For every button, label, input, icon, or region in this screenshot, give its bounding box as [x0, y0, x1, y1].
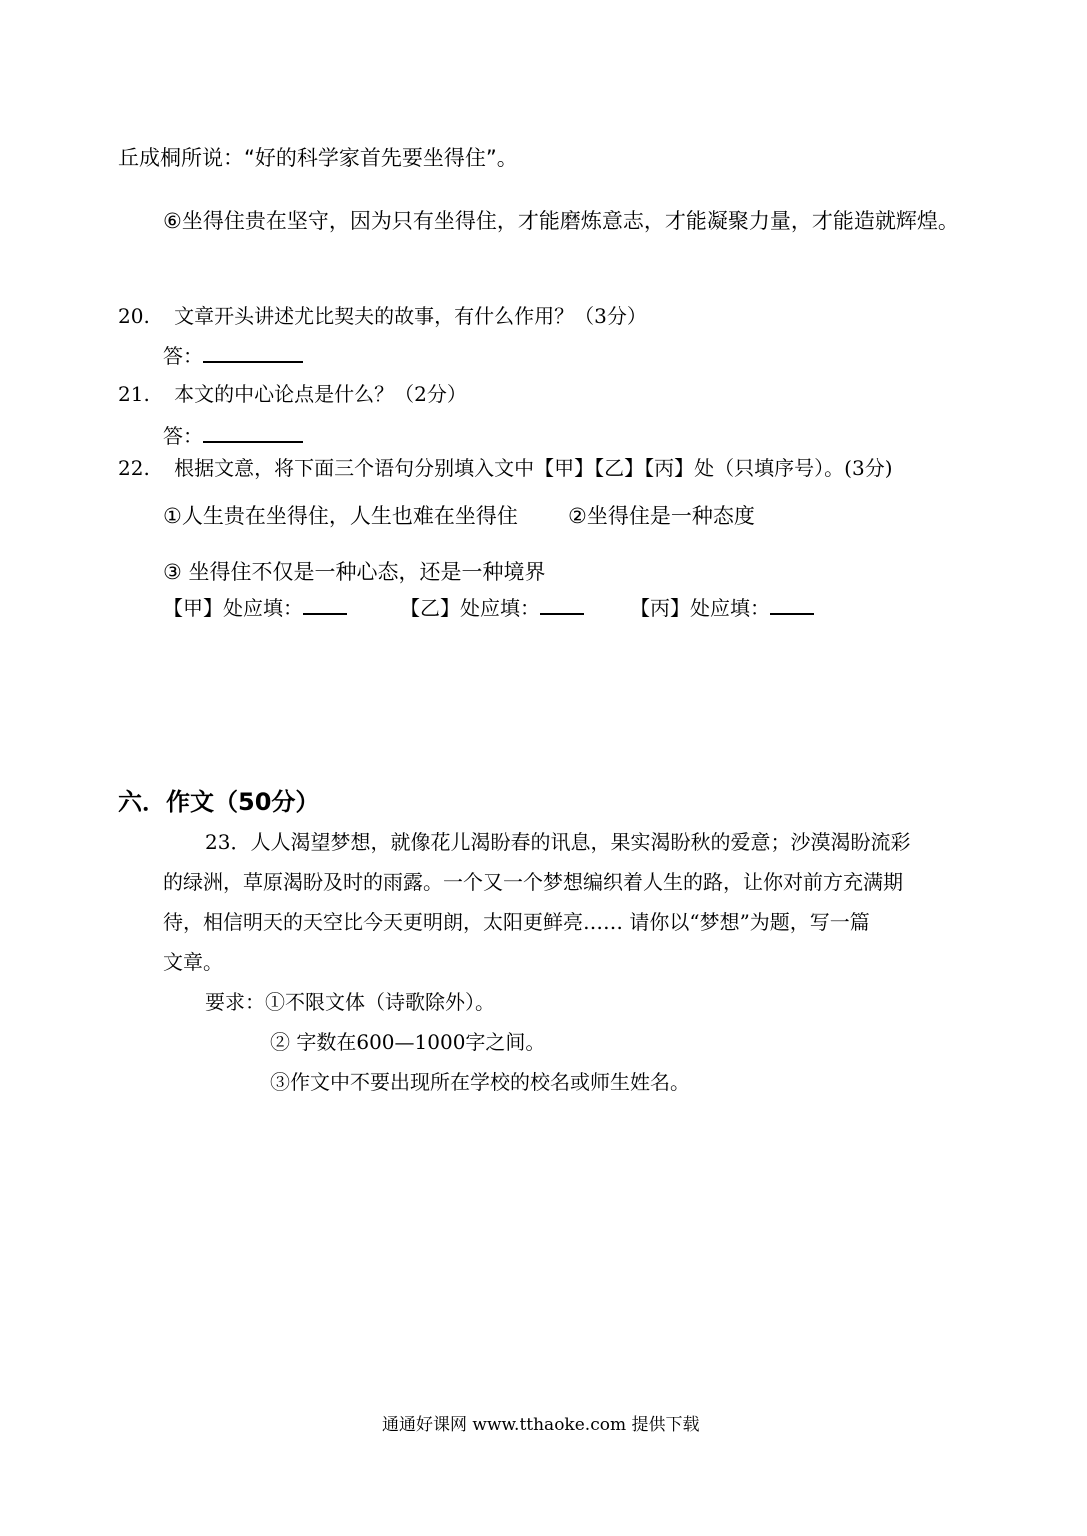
option-2: ②坐得住是一种态度: [568, 504, 755, 528]
question-text: 根据文意，将下面三个语句分别填入文中【甲】【乙】【丙】处（只填序号）。(3分): [174, 456, 893, 480]
prompt-line: 23．人人渴望梦想，就像花儿渴盼春的讯息，果实渴盼秋的爱意；沙漠渴盼流彩: [205, 830, 911, 854]
answer-label: 答：: [163, 424, 203, 448]
fill-yi-blank[interactable]: [540, 593, 584, 615]
section-heading: 六．作文（50分）: [118, 788, 320, 816]
question-number: 21.: [118, 382, 150, 406]
question-number: 22.: [118, 456, 150, 480]
question-22: [118, 452, 893, 481]
prompt-line: 待，相信明天的天空比今天更明朗，太阳更鲜亮…… 请你以“梦想”为题，写一篇: [163, 910, 870, 934]
requirement-3: ③作文中不要出现所在学校的校名或师生姓名。: [270, 1070, 690, 1094]
prompt-line: 文章。: [163, 950, 223, 974]
question-text: 本文的中心论点是什么？（2分）: [174, 382, 467, 406]
answer-label: 答：: [163, 344, 203, 368]
answer-blank[interactable]: [203, 421, 303, 443]
question-21: [118, 378, 467, 407]
passage-paragraph-6: ⑥坐得住贵在坚守，因为只有坐得住，才能磨炼意志，才能凝聚力量，才能造就辉煌。: [163, 209, 959, 233]
question-number: 20.: [118, 304, 150, 328]
fill-yi-label: 【乙】处应填：: [400, 596, 540, 620]
fill-jia: [163, 592, 347, 621]
answer-line-21: [163, 420, 303, 449]
requirement-1: 要求：①不限文体（诗歌除外）。: [205, 990, 495, 1014]
fill-bing: [630, 592, 814, 621]
fill-yi: [400, 592, 584, 621]
fill-bing-label: 【丙】处应填：: [630, 596, 770, 620]
question-20: [118, 300, 647, 329]
question-text: 文章开头讲述尤比契夫的故事，有什么作用？（3分）: [174, 304, 647, 328]
fill-jia-label: 【甲】处应填：: [163, 596, 303, 620]
fill-bing-blank[interactable]: [770, 593, 814, 615]
option-3: ③ 坐得住不仅是一种心态，还是一种境界: [163, 560, 546, 584]
option-1: ①人生贵在坐得住，人生也难在坐得住: [163, 504, 518, 528]
answer-blank[interactable]: [203, 341, 303, 363]
requirement-2: ② 字数在600—1000字之间。: [270, 1030, 546, 1054]
prompt-line: 的绿洲，草原渴盼及时的雨露。一个又一个梦想编织着人生的路，让你对前方充满期: [163, 870, 903, 894]
passage-line: 丘成桐所说：“好的科学家首先要坐得住”。: [118, 146, 518, 170]
fill-jia-blank[interactable]: [303, 593, 347, 615]
answer-line-20: [163, 340, 303, 369]
page-footer: 通通好课网 www.tthaoke.com 提供下载: [382, 1415, 700, 1435]
